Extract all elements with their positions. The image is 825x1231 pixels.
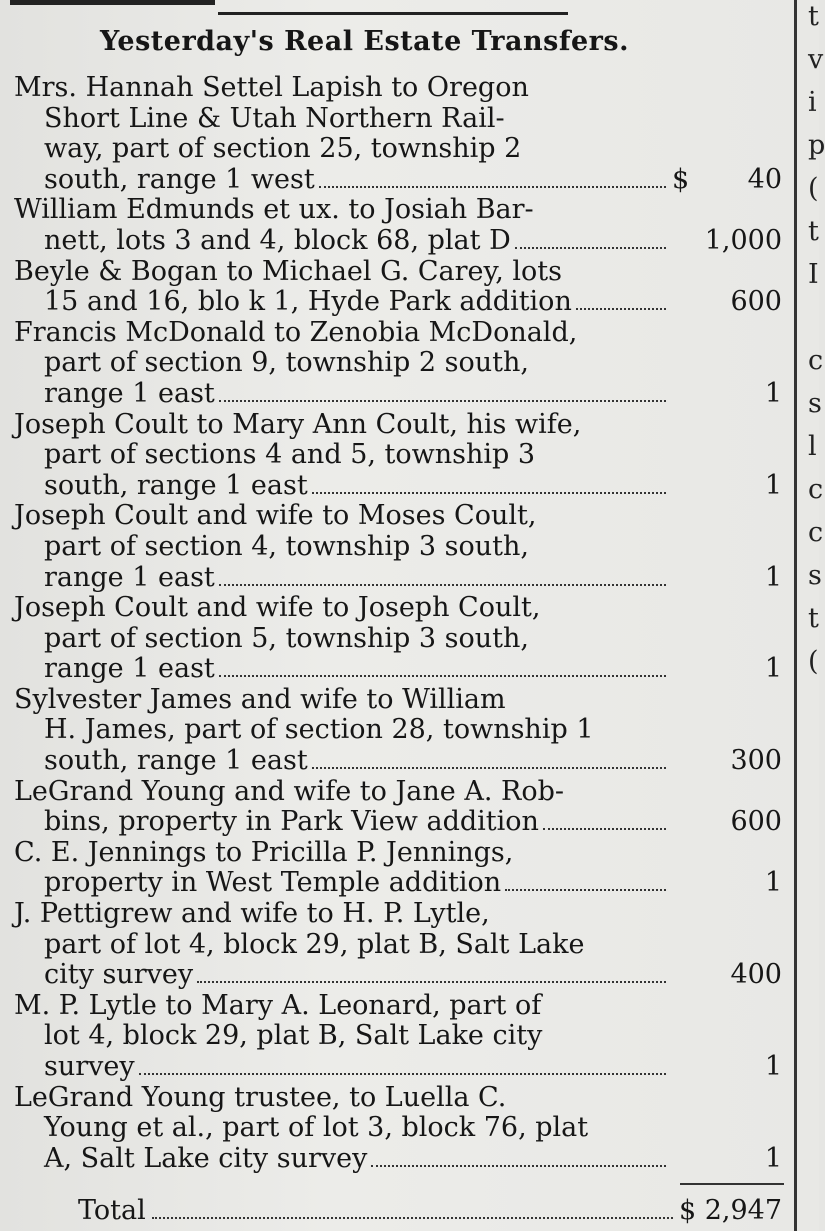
entry-text: 15 and 16, blo k 1, Hyde Park addition — [44, 286, 572, 318]
entry-amount: 600 — [730, 286, 782, 318]
entry-text: J. Pettigrew and wife to H. P. Lytle, — [14, 898, 490, 930]
entry-final-line — [14, 807, 788, 838]
entry-final-line — [14, 654, 788, 685]
entry-final-line — [14, 1052, 788, 1083]
transfer-entry — [14, 318, 788, 410]
leader-dots — [312, 767, 666, 769]
entry-text: nett, lots 3 and 4, block 68, plat D — [44, 224, 511, 256]
entry-text: bins, property in Park View addition — [44, 806, 539, 838]
entry-text: part of lot 4, block 29, plat B, Salt Lake — [44, 928, 585, 960]
entry-text: south, range 1 east — [44, 745, 308, 777]
transfer-entry — [14, 410, 788, 502]
total-row — [78, 1196, 788, 1226]
entry-text: Joseph Coult to Mary Ann Coult, his wife, — [14, 408, 582, 440]
entry-text: city survey — [44, 959, 194, 991]
entry-text: lot 4, block 29, plat B, Salt Lake city — [44, 1020, 543, 1052]
fragment-letter: l — [808, 431, 817, 462]
entry-text: Joseph Coult and wife to Moses Coult, — [14, 500, 537, 532]
entry-text: Mrs. Hannah Settel Lapish to Oregon — [14, 72, 529, 103]
leader-dots — [139, 1073, 666, 1075]
fragment-letter: t — [808, 216, 819, 247]
entry-text: H. James, part of section 28, township 1 — [44, 714, 594, 746]
entry-text: part of sections 4 and 5, township 3 — [44, 439, 536, 471]
entry-text: part of section 4, township 3 south, — [44, 530, 529, 562]
entry-amount: 1,000 — [704, 224, 782, 256]
entry-text: survey — [44, 1051, 135, 1082]
transfer-entry — [14, 257, 788, 318]
total-label: Total — [78, 1195, 146, 1226]
entry-final-line — [14, 868, 788, 899]
fragment-letter: ( — [808, 173, 819, 204]
leader-dots — [219, 675, 666, 677]
entry-text: Beyle & Bogan to Michael G. Carey, lots — [14, 255, 562, 287]
leader-dots — [312, 492, 666, 494]
entry-final-line — [14, 379, 788, 410]
transfer-entry — [14, 195, 788, 256]
fragment-letter: ( — [808, 646, 819, 677]
entry-text: part of section 9, township 2 south, — [44, 347, 529, 379]
entry-text: M. P. Lytle to Mary A. Leonard, part of — [14, 989, 542, 1021]
transfer-entry — [14, 991, 788, 1083]
fragment-letter: c — [808, 345, 824, 376]
entry-final-line — [14, 563, 788, 594]
entry-final-line — [14, 746, 788, 777]
entry-text: Young et al., part of lot 3, block 76, plat — [44, 1112, 589, 1144]
fragment-letter: s — [808, 560, 822, 591]
leader-dots — [152, 1217, 673, 1219]
entry-text: A, Salt Lake city survey — [44, 1142, 368, 1174]
entry-text: Short Line & Utah Northern Rail- — [44, 102, 505, 134]
entry-text: part of section 5, township 3 south, — [44, 622, 529, 654]
entry-amount: 1 — [764, 1051, 782, 1082]
entry-text: south, range 1 west — [44, 163, 315, 195]
entry-text: way, part of section 25, township 2 — [44, 133, 522, 165]
fragment-letter: c — [808, 517, 824, 548]
transfer-entry — [14, 777, 788, 838]
adjacent-column-fragment — [806, 0, 825, 1231]
transfer-list — [14, 73, 788, 1174]
entry-text: Joseph Coult and wife to Joseph Coult, — [14, 592, 541, 624]
entry-text: south, range 1 east — [44, 469, 308, 501]
transfer-entry — [14, 685, 788, 777]
entry-amount: 1 — [764, 1142, 782, 1174]
transfer-entry — [14, 73, 788, 195]
entry-text: C. E. Jennings to Pricilla P. Jennings, — [14, 836, 514, 868]
entry-amount: 400 — [730, 959, 782, 991]
transfer-entry — [14, 501, 788, 593]
entry-amount: 1 — [764, 377, 782, 409]
fragment-letter: v — [808, 44, 824, 75]
header-rule — [218, 12, 568, 15]
entry-amount: 1 — [764, 867, 782, 899]
entry-text: Francis McDonald to Zenobia McDonald, — [14, 316, 578, 348]
entry-amount: 1 — [764, 469, 782, 501]
leader-dots — [197, 981, 666, 983]
fragment-letter: t — [808, 1, 819, 32]
fragment-letter: I — [808, 259, 819, 290]
top-rule-left — [10, 0, 215, 5]
entry-text: range 1 east — [44, 561, 215, 593]
entry-final-line — [14, 1144, 788, 1175]
fragment-letter: c — [808, 474, 824, 505]
entry-amount: 300 — [730, 745, 782, 777]
entry-text: William Edmunds et ux. to Josiah Bar- — [14, 194, 534, 226]
entry-text: range 1 east — [44, 377, 215, 409]
entry-text: Sylvester James and wife to William — [14, 683, 506, 715]
leader-dots — [576, 308, 666, 310]
leader-dots — [515, 247, 666, 249]
entry-amount: 1 — [764, 653, 782, 685]
entry-final-line — [14, 287, 788, 318]
fragment-letter: i — [808, 87, 817, 118]
transfer-entry — [14, 593, 788, 685]
transfer-entry — [14, 899, 788, 991]
dollar-sign: $ — [672, 163, 690, 195]
leader-dots — [319, 186, 666, 188]
total-rule — [680, 1183, 784, 1188]
entry-final-line — [14, 960, 788, 991]
entry-text: property in West Temple addition — [44, 867, 502, 899]
leader-dots — [219, 584, 666, 586]
entry-final-line — [14, 226, 788, 257]
entry-final-line — [14, 471, 788, 502]
total-amount: $ 2,947 — [678, 1195, 782, 1226]
entry-amount: 40 — [747, 163, 782, 195]
transfer-entry — [14, 838, 788, 899]
fragment-letter: p — [808, 130, 825, 161]
leader-dots — [371, 1165, 666, 1167]
leader-dots — [505, 889, 666, 891]
leader-dots — [543, 828, 666, 830]
fragment-letter: s — [808, 388, 822, 419]
column-heading: Yesterday's Real Estate Transfers. — [100, 26, 629, 57]
fragment-letter: t — [808, 603, 819, 634]
entry-amount: 600 — [730, 806, 782, 838]
column-divider — [794, 0, 797, 1231]
leader-dots — [219, 400, 666, 402]
entry-text: LeGrand Young trustee, to Luella C. — [14, 1081, 507, 1113]
entry-amount: 1 — [764, 561, 782, 593]
entry-text: range 1 east — [44, 653, 215, 685]
entry-text: LeGrand Young and wife to Jane A. Rob- — [14, 775, 564, 807]
entry-final-line — [14, 165, 788, 196]
transfer-entry — [14, 1083, 788, 1175]
